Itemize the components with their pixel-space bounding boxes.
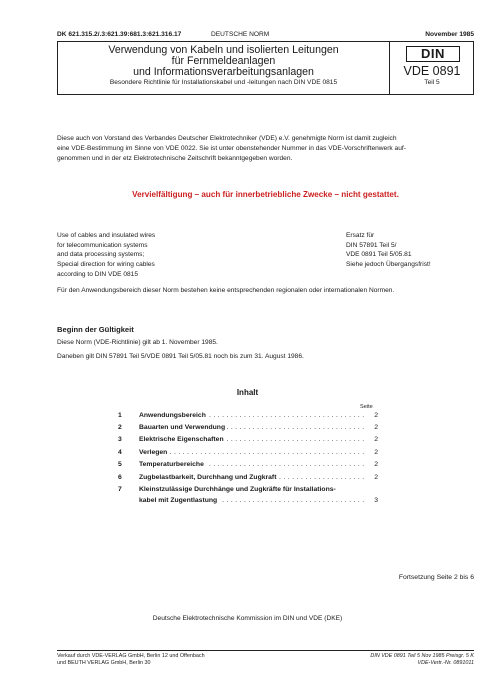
issue-date: November 1985	[425, 31, 474, 38]
toc-entry[interactable]	[118, 449, 378, 460]
din-logo: DIN	[406, 46, 460, 62]
toc-entry-title-continued: kabel mit Zugentlastung . . .	[139, 497, 364, 508]
toc-entry[interactable]	[118, 461, 378, 472]
continuation-note: Fortsetzung Seite 2 bis 6	[398, 574, 474, 581]
validity-line: Diese Norm (VDE-Richtlinie) gilt ab 1. November 1985.	[57, 339, 218, 346]
english-title-line: for telecommunication systems	[57, 241, 148, 249]
toc-entry[interactable]	[118, 424, 378, 435]
toc-entry-page: 2	[374, 436, 378, 443]
dk-classification: DK 621.315.2/.3:621.39:681.3:621.316.17	[57, 31, 182, 38]
replacement-note	[346, 231, 476, 270]
publisher-line: und BEUTH VERLAG GmbH, Berlin 30	[57, 660, 151, 667]
validity-line: Daneben gilt DIN 57891 Teil 5/VDE 0891 Teil 5/05.81 noch bis zum 31. August 1986.	[57, 353, 304, 360]
toc-entry-number: 3	[118, 436, 122, 443]
toc-entry-page: 2	[374, 461, 378, 468]
toc-entry-title: Anwendungsbereich . . .	[139, 412, 364, 423]
english-title	[57, 231, 297, 280]
toc-entry-number: 6	[118, 474, 122, 481]
toc-entry-title: Temperaturbereiche . . .	[139, 461, 364, 472]
toc-entry-number: 7	[118, 486, 122, 493]
publisher-info	[57, 653, 205, 667]
toc-entry-page: 2	[374, 474, 378, 481]
title-line: Verwendung von Kabeln und isolierten Leitungen	[108, 44, 339, 56]
toc-page-label: Seite	[360, 404, 373, 410]
committee-line: Deutsche Elektrotechnische Kommission im DIN und VDE (DKE)	[152, 615, 343, 622]
replacement-line: Siehe jedoch Übergangsfrist!	[346, 261, 431, 269]
toc-entry-page: 3	[374, 497, 378, 504]
intro-line: eine VDE-Bestimmung im Sinne von VDE 0022. Sie ist unter obenstehender Nummer in das VDE-Vorschriftenwerk auf-	[57, 145, 406, 152]
standard-number: VDE 0891	[403, 64, 461, 78]
english-title-line: Special direction for wiring cables	[57, 261, 155, 269]
title-line: und Informationsverarbeitungsanlagen	[133, 65, 314, 78]
order-line: DIN VDE 0891 Teil 5 Nov 1985 Preisgr. 5 K	[370, 653, 474, 659]
replacement-line: VDE 0891 Teil 5/05.81	[346, 251, 412, 259]
toc-entry-title: Elektrische Eigenschaften . . .	[139, 436, 364, 447]
regional-note: Für den Anwendungsbereich dieser Norm bestehen keine entsprechenden regionalen oder internationalen Normen.	[57, 287, 395, 294]
replacement-line: Ersatz für	[346, 232, 375, 239]
toc-entry[interactable]	[118, 474, 378, 485]
copy-warning: Vervielfältigung – auch für innerbetriebliche Zwecke – nicht gestattet.	[132, 190, 399, 199]
toc-entry[interactable]	[118, 436, 378, 447]
english-title-line: and data processing systems;	[57, 251, 145, 259]
standard-part: Teil 5	[424, 79, 440, 86]
intro-line: genommen und in der etz Elektrotechnische Zeitschrift bekanntgegeben worden.	[57, 155, 293, 162]
document-subtitle: Besondere Richtlinie für Installationskabel und -leitungen nach DIN VDE 0815	[109, 79, 338, 86]
toc-entry-page: 2	[374, 449, 378, 456]
toc-entry-title: Kleinstzulässige Durchhänge und Zugkräfte für Installations-	[139, 486, 336, 493]
toc-entry-page: 2	[374, 424, 378, 431]
intro-paragraph	[57, 134, 477, 164]
toc-entry-title: Verlegen . . .	[139, 449, 364, 460]
toc-entry-number: 1	[118, 412, 122, 419]
document-title	[60, 45, 387, 77]
validity-heading: Beginn der Gültigkeit	[57, 325, 134, 334]
english-title-line: according to DIN VDE 0815	[57, 270, 138, 278]
toc-entry[interactable]	[118, 412, 378, 423]
toc-entry[interactable]	[118, 486, 378, 508]
replacement-line: DIN 57891 Teil 5/	[346, 241, 397, 249]
intro-line: Diese auch von Vorstand des Verbandes Deutscher Elektrotechniker (VDE) e.V. genehmigte Norm ist damit zugleich	[57, 135, 397, 142]
order-info	[370, 653, 474, 667]
toc-entry-number: 2	[118, 424, 122, 431]
toc-entry-title: Bauarten und Verwendung . . .	[139, 424, 364, 435]
english-title-line: Use of cables and insulated wires	[57, 232, 156, 239]
footer-rule	[57, 650, 474, 651]
publisher-line: Verkauf durch VDE-VERLAG GmbH, Berlin 12 und Offenbach	[57, 653, 205, 659]
toc-entry-page: 2	[374, 412, 378, 419]
toc-entry-number: 5	[118, 461, 122, 468]
title-box	[57, 41, 474, 95]
toc-heading: Inhalt	[236, 388, 259, 397]
title-line: für Fernmeldeanlagen	[171, 54, 276, 67]
order-line: VDE-Vertr.-Nr. 0891011	[417, 660, 474, 667]
toc-entry-title: Zugbelastbarkeit, Durchhang und Zugkraft . . .	[139, 474, 364, 485]
toc-entry-number: 4	[118, 449, 122, 456]
norm-label: DEUTSCHE NORM	[211, 31, 270, 38]
